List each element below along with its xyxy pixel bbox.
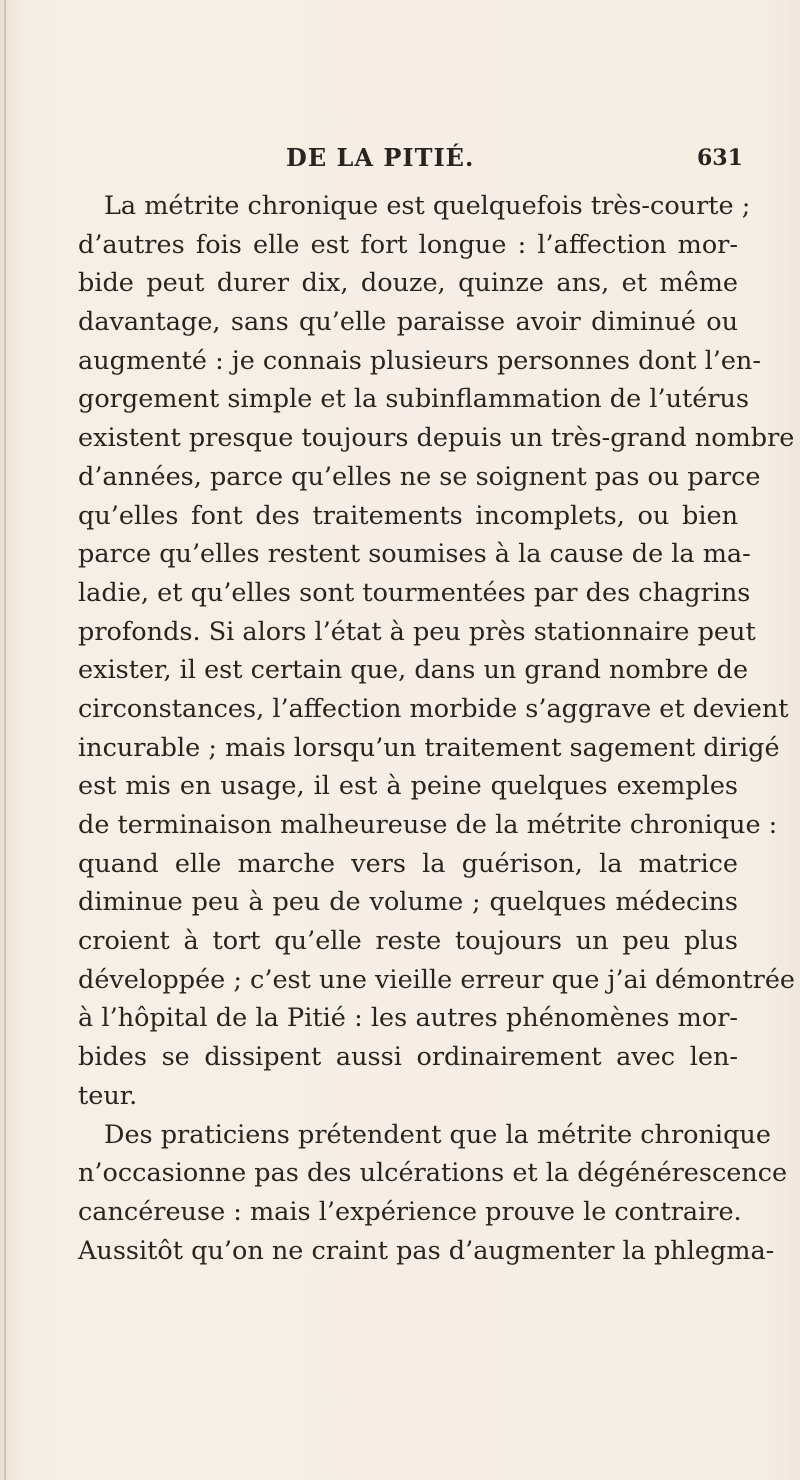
text-line: existent presque toujours depuis un très-grand nombre [78, 423, 795, 454]
text-line: à l’hôpital de la Pitié : les autres phénomènes mor- [78, 1003, 738, 1034]
text-line: cancéreuse : mais l’expérience prouve le contraire. [78, 1196, 742, 1227]
text-line: n’occasionne pas des ulcérations et la dégénérescence [78, 1158, 788, 1189]
text-line: quand elle marche vers la guérison, la matrice [78, 848, 738, 879]
text-line: exister, il est certain que, dans un grand nombre de [78, 655, 749, 686]
text-line: incurable ; mais lorsqu’un traitement sagement dirigé [78, 732, 780, 763]
text-line: Aussitôt qu’on ne craint pas d’augmenter la phlegma- [78, 1235, 775, 1266]
text-line: augmenté : je connais plusieurs personnes dont l’en- [78, 345, 761, 376]
text-line: profonds. Si alors l’état à peu près stationnaire peut [78, 616, 756, 647]
running-header [0, 143, 800, 177]
text-line: La métrite chronique est quelquefois très-courte ; [104, 191, 751, 221]
paragraph-2 [78, 1116, 788, 1271]
page-number: 631 [697, 145, 743, 171]
text-line: développée ; c’est une vieille erreur que j’ai démontrée [78, 964, 796, 995]
paragraph-1 [78, 187, 796, 1116]
text-line: d’autres fois elle est fort longue : l’affection mor- [78, 229, 738, 260]
text-line: est mis en usage, il est à peine quelques exemples [78, 771, 738, 802]
text-line: d’années, parce qu’elles ne se soignent pas ou parce [78, 461, 761, 492]
text-line: Des praticiens prétendent que la métrite chronique [104, 1119, 771, 1150]
running-title: DE LA PITIÉ. [286, 143, 475, 172]
page-edge-line [4, 0, 6, 1480]
text-line: diminue peu à peu de volume ; quelques médecins [78, 887, 738, 918]
text-line: parce qu’elles restent soumises à la cause de la ma- [78, 539, 751, 570]
text-line: circonstances, l’affection morbide s’aggrave et devient [78, 693, 789, 724]
text-line: de terminaison malheureuse de la métrite chronique : [78, 810, 778, 840]
text-line: bides se dissipent aussi ordinairement avec len- [78, 1042, 738, 1073]
body-text [78, 187, 796, 1270]
text-line: ladie, et qu’elles sont tourmentées par des chagrins [78, 577, 751, 608]
text-line: teur. [78, 1080, 138, 1111]
text-line: davantage, sans qu’elle paraisse avoir diminué ou [78, 307, 738, 338]
text-line: qu’elles font des traitements incomplets, ou bien [78, 500, 738, 531]
text-line: croient à tort qu’elle reste toujours un peu plus [78, 926, 738, 957]
text-line: gorgement simple et la subinflammation de l’utérus [78, 384, 750, 415]
text-line: bide peut durer dix, douze, quinze ans, et même [78, 268, 738, 299]
